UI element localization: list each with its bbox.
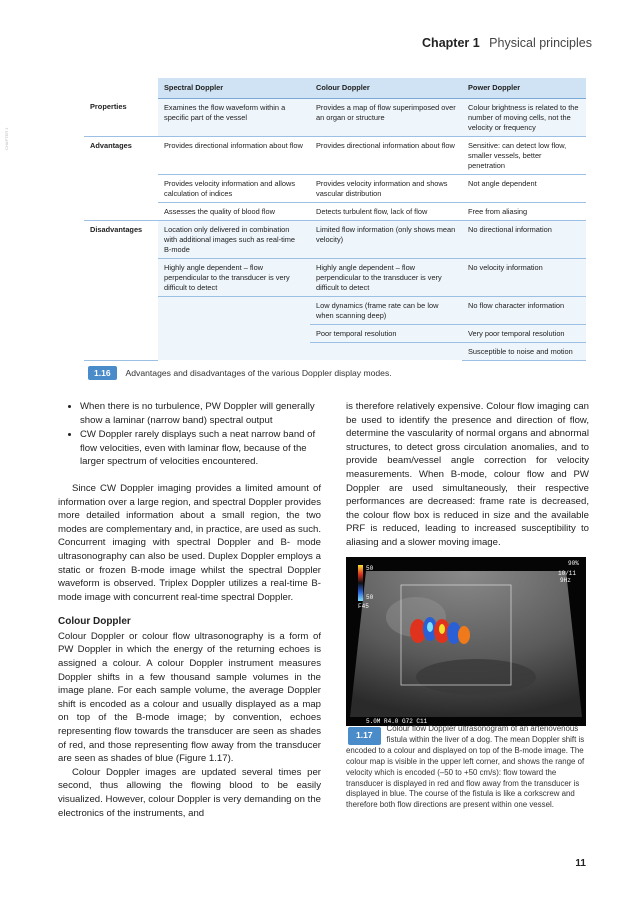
figure-badge: 1.17 xyxy=(348,727,381,745)
right-column xyxy=(346,400,589,550)
table-cell: Not angle dependent xyxy=(462,174,586,202)
caption-text: Advantages and disadvantages of the various Doppler display modes. xyxy=(125,368,392,378)
table-cell: Free from aliasing xyxy=(462,202,586,220)
table-row xyxy=(84,258,586,296)
row-label-disadvantages: Disadvantages xyxy=(84,220,158,258)
scale-bottom-label: 50 xyxy=(366,594,374,601)
col-header-spectral: Spectral Doppler xyxy=(158,78,310,98)
settings-bar: 5.0M R4.0 G72 C11 xyxy=(366,718,428,725)
table-cell: Detects turbulent flow, lack of flow xyxy=(310,202,462,220)
table-cell: Provides directional information about flow xyxy=(158,136,310,174)
table-cell: Examines the flow waveform within a specific part of the vessel xyxy=(158,98,310,136)
table-cell xyxy=(310,342,462,360)
depth-readout: 10/11 xyxy=(558,570,577,577)
paragraph: Colour Doppler or colour flow ultrasonography is a form of PW Doppler in which the energy of the returning echoes is assigned a colour. A colour Doppler instrument measures Doppler shifts in a few thousand sample volumes in the image plane. For each sample volume, the average Doppler shift is encoded as a colour and usually displayed as a map on top of the B-mode image; by convention, echoes representing flow towards the transducer are seen as shades of red, and those representing flow away from the transducer are seen as shades of blue (Figure 1.17). xyxy=(58,630,321,765)
table-cell xyxy=(158,342,310,360)
table-cell: No directional information xyxy=(462,220,586,258)
flow-aliasing xyxy=(439,624,445,634)
frame-rate-readout: 9Hz xyxy=(560,577,571,584)
list-item: • When there is no turbulence, PW Doppler will generally show a laminar (narrow band) spectral output xyxy=(80,400,321,427)
flow-red xyxy=(458,626,470,644)
figure-1-16-caption xyxy=(88,366,392,380)
table-row xyxy=(84,324,586,342)
table-cell: Limited flow information (only shows mean velocity) xyxy=(310,220,462,258)
bmode-sector xyxy=(350,571,582,717)
chapter-label: Chapter 1 xyxy=(422,36,480,50)
table-cell: Assesses the quality of blood flow xyxy=(158,202,310,220)
table-row xyxy=(84,342,586,360)
table-cell xyxy=(158,296,310,324)
scale-unit-label: F45 xyxy=(358,603,369,610)
figure-1-17-caption xyxy=(346,724,586,811)
paragraph: is therefore relatively expensive. Colour flow imaging can be used to identify the presence and direction of flow, determine the vascularity of normal organs and abnormal structures, to detect gross circulation anomalies, and to provide beam/vessel angle correction for velocity measurements. When B-mode, colour flow and PW Doppler are used simultaneously, their respective performances are decreased: frame rate is decreased, the colour flow box is reduced in size and the available PRF is reduced, leading to increased susceptibility to aliasing and a slower moving image. xyxy=(346,401,589,549)
table-cell: Provides directional information about flow xyxy=(310,136,462,174)
list-item: • CW Doppler rarely displays such a neat narrow band of flow velocities, even with laminar flow, because of the larger spectrum of velocities encountered. xyxy=(80,428,321,469)
table-cell: Very poor temporal resolution xyxy=(462,324,586,342)
section-title: Physical principles xyxy=(489,36,592,50)
page-number: 11 xyxy=(575,858,586,869)
table-cell: Highly angle dependent – flow perpendicular to the transducer is very difficult to detect xyxy=(158,258,310,296)
table-cell: Location only delivered in combination with additional images such as real-time B-mode xyxy=(158,220,310,258)
table-cell: Sensitive: can detect low flow, smaller vessels, better penetration xyxy=(462,136,586,174)
running-header xyxy=(422,36,592,50)
table-header-row xyxy=(84,78,586,98)
gain-readout: 90% xyxy=(568,560,579,567)
col-header-power: Power Doppler xyxy=(462,78,586,98)
table-cell: Poor temporal resolution xyxy=(310,324,462,342)
table-row xyxy=(84,174,586,202)
figure-badge: 1.16 xyxy=(88,366,117,380)
col-header-colour: Colour Doppler xyxy=(310,78,462,98)
table-cell xyxy=(158,324,310,342)
table-row xyxy=(84,296,586,324)
doppler-comparison-table xyxy=(84,78,586,361)
ultrasound-svg xyxy=(346,557,586,726)
table-row xyxy=(84,136,586,174)
flow-aliasing xyxy=(427,622,433,632)
tissue-shadow xyxy=(416,659,536,695)
table-cell: Provides velocity information and allows calculation of indices xyxy=(158,174,310,202)
table-row xyxy=(84,202,586,220)
table-row xyxy=(84,220,586,258)
caption-text: Colour flow Doppler ultrasonogram of an arteriovenous fistula within the liver of a dog. The mean Doppler shift is encoded to a colour and displayed on top of the B-mode image. The colour map is visible in the upper left corner, and shows the range of velocity which is encoded (–50 to +50 cm/s): flow toward the transducer is displayed in red and flow away from the transducer is displayed in blue. The course of the fistula is like a corkscrew and therefore both flow directions are present within one vessel. xyxy=(346,724,585,810)
row-label-properties: Properties xyxy=(84,98,158,136)
scale-top-label: 50 xyxy=(366,565,374,572)
table-row-properties xyxy=(84,98,586,136)
table-cell: No velocity information xyxy=(462,258,586,296)
paragraph: Since CW Doppler imaging provides a limited amount of information over a large region, and spectral Doppler provides more detailed information about a small region, the two modes are complementary and, in practice, are used as such. Concurrent imaging with spectral Doppler and B- mode ultrasonography can also be used. Duplex Doppler employs a static or frozen B-mode image whilst the spectral Doppler waveform is observed. Triplex Doppler utilizes a real-time B-mode image with concurrent real-time spectral Doppler. xyxy=(58,483,321,603)
table-cell: Highly angle dependent – flow perpendicular to the transducer is very difficult to detect xyxy=(310,258,462,296)
bullet-list xyxy=(58,400,321,469)
paragraph: Colour Doppler images are updated several times per second, thus allowing the flowing blood to be easily visualized. However, colour Doppler is very demanding on the electronics of the instruments, and xyxy=(58,766,321,819)
side-watermark: CHAPTER 1 xyxy=(4,127,9,150)
table-cell: Provides a map of flow superimposed over an organ or structure xyxy=(310,98,462,136)
left-column xyxy=(58,400,321,820)
table-cell: Susceptible to noise and motion xyxy=(462,342,586,360)
table-cell: No flow character information xyxy=(462,296,586,324)
colour-scale-bar xyxy=(358,565,363,601)
row-label-advantages: Advantages xyxy=(84,136,158,174)
table-cell: Low dynamics (frame rate can be low when scanning deep) xyxy=(310,296,462,324)
ultrasound-image xyxy=(346,557,586,726)
table-cell: Provides velocity information and shows vascular distribution xyxy=(310,174,462,202)
table-cell: Colour brightness is related to the number of moving cells, not the velocity or frequency xyxy=(462,98,586,136)
section-heading: Colour Doppler xyxy=(58,615,131,627)
